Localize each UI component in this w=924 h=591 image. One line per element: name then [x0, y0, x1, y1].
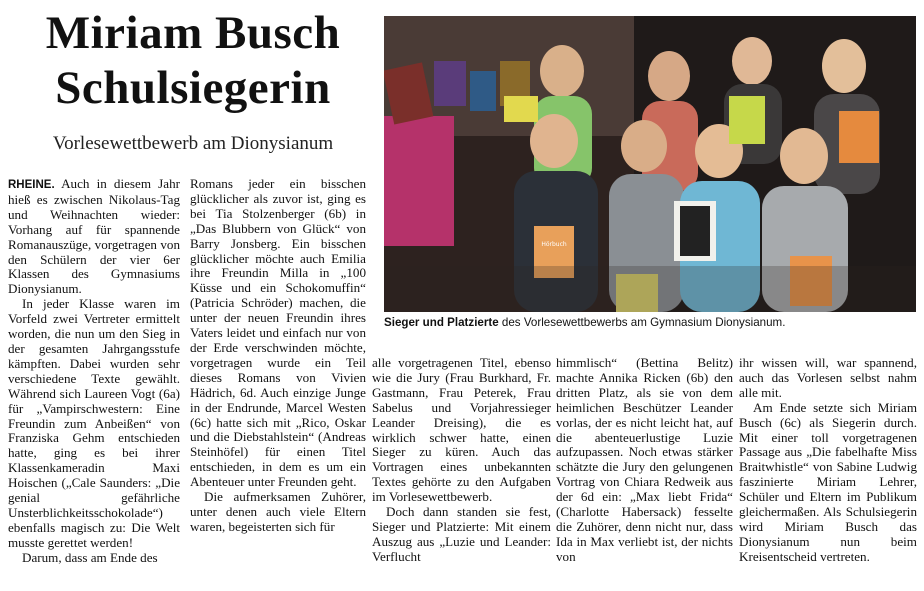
- group-photo: [384, 16, 916, 312]
- paragraph: In jeder Klasse waren im Vorfeld zwei Vertreter ermittelt worden, die nun um den Sieg in der gesamten Jahrgangsstufe kämpften. Dabei wurden sehr verschiedene Texte gewählt. Während sich Laureen Vogt (6a) für „Vampirschwestern: Eine Freundin zum Anbeißen“ von Franziska Gehm entschieden hatte, ging es bei ihrer Klassenkameradin Maxi Hoischen („Cale Saunders: „Die genial gefährliche Unsterblichkeitsschokolade“) ebenfalls magisch zu: Die Welt musste gerettet werden!: [8, 296, 180, 550]
- headline-line-2: Schulsiegerin: [55, 62, 331, 114]
- paragraph: ihr wissen will, war spannend, auch das Vorlesen selbst nahm alle mit.: [739, 355, 917, 400]
- article-column-4: [556, 356, 733, 565]
- headline-line-1: Miriam Busch: [45, 7, 341, 59]
- paragraph: Am Ende setzte sich Miriam Busch (6c) als Siegerin durch. Mit einer toll vorgetragenen Passage aus „Die fabelhafte Miss Braitwhistle“ von Sabine Ludwig faszinierte Miriam Lehrer, Schüler und Eltern im Publikum gleichermaßen. Als Schulsiegerin wird Miriam Busch das Dionysianum nun beim Kreisentscheid vertreten.: [739, 399, 917, 564]
- paragraph-text: Auch in diesem Jahr hieß es zwischen Nikolaus-Tag und Weihnachten wieder: Vorhang auf für spannende Romanauszüge, vorgetragen von den Schülern der vier 6er Klassen des Gymnasiums Dionysianum.: [8, 176, 180, 297]
- subheadline: Vorlesewettbewerb am Dionysianum: [52, 133, 334, 154]
- headline: [8, 6, 378, 116]
- caption-bold: Sieger und Platzierte: [384, 316, 499, 329]
- paragraph: Doch dann standen sie fest, Sieger und Platzierte: Mit einem Auszug aus „Luzie und Leander: Verflucht: [372, 504, 551, 564]
- article-column-2: [190, 177, 366, 535]
- article-column-3: [372, 356, 551, 565]
- paragraph: himmlisch“ (Bettina Belitz) machte Annika Ricken (6b) den dritten Platz, als sie von dem heimlichen Beschützer Leander vorlas, der es nicht leicht hat, auf die abenteuerlustige Luzie aufzupassen. Noch etwas stärker schätzte die Jury den gelungenen Vortrag von Chiara Redweik aus der 6d ein: „Max liebt Frida“ (Charlotte Habersack) fesselte die Zuhörer, denn nicht nur, dass Ida in Max verliebt ist, der nichts von: [556, 355, 733, 564]
- paragraph: alle vorgetragenen Titel, ebenso wie die Jury (Frau Burkhard, Fr. Gastmann, Frau Peterek, Frau Sabelus und Vorjahressieger Leander Dreising), die es wirklich schwer hatte, einen Sieger zu küren. Auch das Vortragen eines unbekannten Textes gehörte zu den Aufgaben im Vorlesewettbewerb.: [372, 355, 551, 505]
- dateline: RHEINE.: [8, 179, 55, 191]
- photo-caption: [384, 316, 916, 329]
- caption-text: des Vorlesewettbewerbs am Gymnasium Dionysianum.: [498, 316, 786, 329]
- book-label: Hörbuch: [541, 241, 567, 248]
- photo-illustration: [384, 16, 916, 312]
- article-column-1: [8, 177, 180, 566]
- article-column-5: [739, 356, 917, 565]
- paragraph: Die aufmerksamen Zuhörer, unter denen auch viele Eltern waren, begeisterten sich für: [190, 489, 366, 534]
- paragraph: Romans jeder ein bisschen glücklicher als zuvor ist, ging es bei Tia Stolzenberger (6b) in „Das Blubbern von Glück“ von Barry Jonsberg. Ein bisschen glücklicher möchte auch Emilia ihre Freundin Milla in „100 Küsse und ein Schokomuffin“ (Patricia Schröder) machen, die unter der neuen Freundin ihres Vaters leidet und einfach nur von der Erde verschwinden möchte, vorgetragen wurde ein Teil dieses Romans von Vivien Hädrich, 6d. Auch einzige Junge in der Endrunde, Marcel Westen (6c) hatte sich mit „Rico, Oskar und die Diebstahlstein“ (Andreas Steinhöfel) für einen Titel entschieden, in dem es um ein Abenteuer unter Freunden geht.: [190, 176, 366, 490]
- paragraph: Darum, dass am Ende des: [22, 549, 158, 565]
- paragraph: [8, 177, 180, 297]
